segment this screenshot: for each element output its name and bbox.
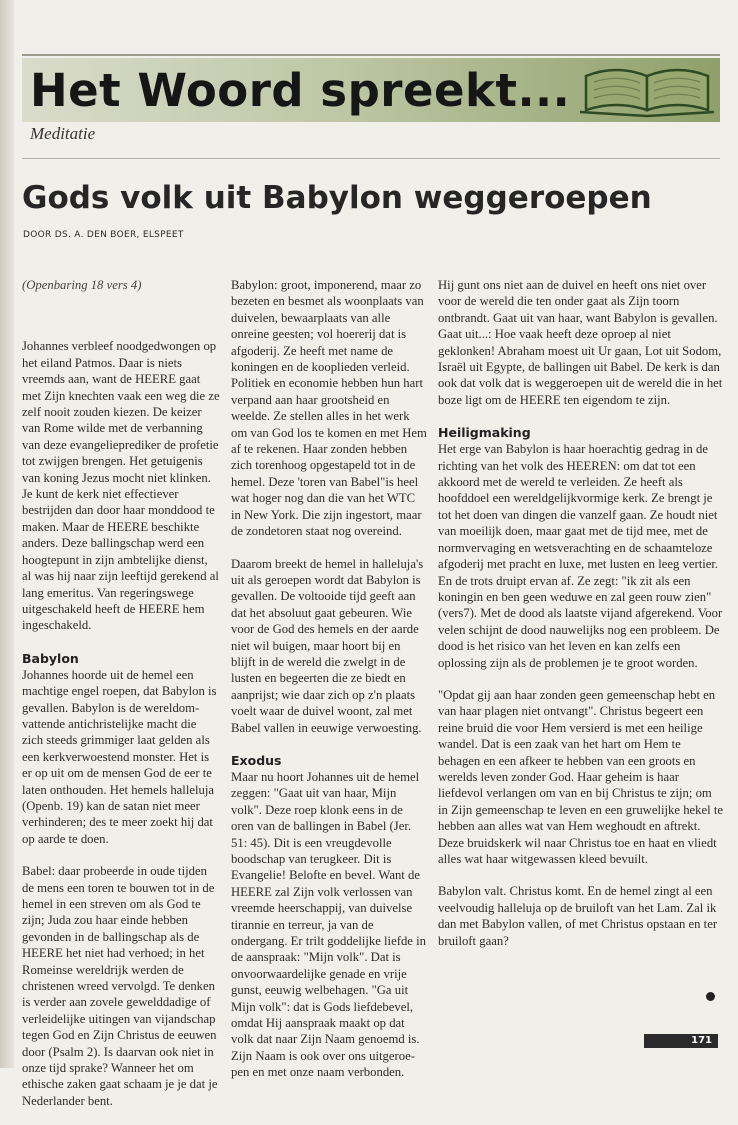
page-number: 171 <box>691 1035 712 1046</box>
section-divider <box>22 158 720 159</box>
page-gutter <box>0 0 14 1068</box>
paragraph: Maar nu hoort Johannes uit de hemel zeggen: "Gaat uit van haar, Mijn volk". Deze roep klonk eens in de oren van de ballingen in Babel (Jer. 51: 45). Dit is een vreugdevolle boodschap van terugkeer. Dit is Evangelie! Belofte en bevel. Want de HEERE zal Zijn volk verlossen van vreemde heerschappij, van duivelse tirannie en terreur, ja van de ondergang. Er trilt goddelijke liefde in de aanspraak: "Mijn volk". Dat is onvoorwaardelijke genade en vrije gunst, eeuwig welbehagen. "Ga uit Mijn volk": dat is Gods liefdebevel, omdat Hij aanspraak maakt op dat volk dat naar Zijn Naam genoemd is. Zijn Naam is ook over ons uitgeroepen en met onze naam verbonden. <box>231 769 426 1080</box>
paragraph: Daarom breekt de hemel in halleluja's uit als geroepen wordt dat Babylon is gevallen. De voltooide tijd geeft aan dat het absoluut gaat gebeuren. Wie voor de God des hemels en der aarde niet wil buigen, maar hoort bij en blijft in de wereld die zwelgt in de lusten en begeerten die ze biedt en aanprijst; wie daar zich op z'n plaats voelt waar de duivel woont, zal met Babel vallen in eeuwige verwoesting. <box>231 556 424 735</box>
column-3 <box>438 277 724 965</box>
banner-title: Het Woord spreekt... <box>30 64 571 117</box>
section-label: Meditatie <box>30 124 96 143</box>
article-title: Gods volk uit Babylon weggeroepen <box>22 180 652 216</box>
end-mark-bullet <box>706 992 715 1001</box>
spacer <box>22 309 220 338</box>
column-2 <box>231 277 428 1097</box>
article-byline: DOOR DS. A. DEN BOER, ELSPEET <box>23 230 184 240</box>
header-banner <box>22 58 720 122</box>
paragraph: Babylon: groot, imponerend, maar zo bezeten en besmet als woonplaats van duivelen, bewaarplaats van alle onreine geesten; vol hoererij dat is afgoderij. Ze heeft met name de koningen en de kooplieden verleid. Politiek en economie hebben hun hart verpand aan haar grootsheid en weelde. Ze stellen alles in het werk om van God los te komen en met Hem af te rekenen. Haar zonden hebben zich torenhoog opgestapeld tot in de hemel. Deze 'toren van Babel"is heel wat hoger nog dan die van het WTC in New York. Die zijn ingestort, maar de zondetoren staat nog overeind. <box>231 278 427 539</box>
top-rule <box>22 54 720 56</box>
paragraph: Johannes verbleef noodgedwongen op het eiland Patmos. Daar is niets vreemds aan, want de HEERE gaat met Zijn knechten vaak een weg die ze zelf nooit zouden kiezen. De keizer van Rome wilde met de verbanning van deze evangelieprediker de profetie tot zwijgen brengen. Het getuigenis van koning Jezus mocht niet klinken. Je kunt de kerk niet effectiever bestrijden dan door haar monddood te maken. Maar de HEERE beschikte anders. Deze ballingschap werd een hoogtepunt in zijn ambtelijke dienst, al was hij naar zijn leeftijd gerekend al lang emeritus. Van regeringswege uitgeschakeld heeft de HEERE hem ingeschakeld. <box>22 339 220 633</box>
column-1 <box>22 277 220 1125</box>
scripture-reference: (Openbaring 18 vers 4) <box>22 278 142 292</box>
paragraph: "Opdat gij aan haar zonden geen gemeenschap hebt en van haar plagen niet ontvangt". Christus begeert een reine bruid die voor Hem versierd is met een heilige wandel. Dat is een zaak van het hart om Hem te behagen en een afkeer te hebben van een groots en werelds leven zonder God. Haar geheim is haar liefdevol verlangen om van en bij Christus te zijn; om in Zijn gemeenschap te leven en een gruwelijke hekel te hebben aan alles wat van Hem weghoudt en aftrekt. Deze bruidskerk wil naar Christus toe en haat en vliedt alles wat haar witgewassen kleed bevuilt. <box>438 687 723 866</box>
subheading-heiligmaking: Heiligmaking <box>438 425 531 441</box>
paragraph: Hij gunt ons niet aan de duivel en heeft ons niet over voor de wereld die ten onder gaat als Zijn toorn ontbrandt. Gaat uit van haar, want Babylon is gevallen. Gaat uit...: Hoe vaak heeft deze oproep al niet geklonken! Abraham moest uit Ur gaan, Lot uit Sodom, Israël uit Egypte, de ballingen uit Babel. De kerk is dan ook dat volk dat is weggeroepen uit de wereld die in het boze ligt om de HEERE ten eigendom te zijn. <box>438 278 723 407</box>
open-book-icon <box>578 62 716 118</box>
subheading-babylon: Babylon <box>22 650 79 666</box>
paragraph: Babel: daar probeerde in oude tijden de mens een toren te bouwen tot in de hemel in een streven om als God te zijn; Juda zou haar einde hebben gevonden in de ballingschap als de HEERE het niet had verhoed; in het Romeinse wereldrijk werden de christenen wreed vervolgd. Te denken is verder aan zovele gewelddadige of verleidelijke uitingen van vijandschap tegen God en Zijn Christus de eeuwen door (Psalm 2). Is daarvan ook niet in onze tijd sprake? Wanneer het om ethische zaken gaat schaam je je dat je Nederlander bent. <box>22 864 218 1108</box>
paragraph: Babylon valt. Christus komt. En de hemel zingt al een veelvoudig halleluja op de bruiloft van het Lam. Zal ik dan met Babylon vallen, of met Christus opstaan en ter bruiloft gaan? <box>438 884 718 948</box>
page-number-bar <box>644 1034 718 1048</box>
paragraph: Johannes hoorde uit de hemel een machtige engel roepen, dat Babylon is gevallen. Babylon is de wereldomvattende antichristelijke macht die zich steeds grimmiger laat gelden als een kerkverwoestend monster. Het is er op uit om de mensen God de eer te laten onthouden. Het hemels halleluja (Openb. 19) kan de satan niet meer verhinderen; des te meer zoekt hij dat op aarde te doen. <box>22 667 217 846</box>
paragraph: Het erge van Babylon is haar hoerachtig gedrag in de richting van het volk des HEEREN: om dat tot een akkoord met de wereld te verleiden. Ze heeft als hoofddoel een wereldgelijkvormige kerk. Ze brengt je tot het doen van dingen die vanzelf gaan. Ze houdt niet van moeilijk doen, maar gaat met de tijd mee, met de normvervaging en wetsverachting en de schaamteloze afgoderij met pracht en luxe, met lusten en leeg vertier. En de trots druipt ervan af. Ze zegt: "ik zit als een koningin en ben geen weduwe en zal geen rouw zien"(vers7). Met de dood als laatste vijand afgerekend. Voor velen schijnt de dood nauwelijks nog een probleem. De dood is het risico van het leven en kan zelfs een oplossing zijn als de problemen je te groot worden. <box>438 442 723 670</box>
subheading-exodus: Exodus <box>231 752 282 768</box>
